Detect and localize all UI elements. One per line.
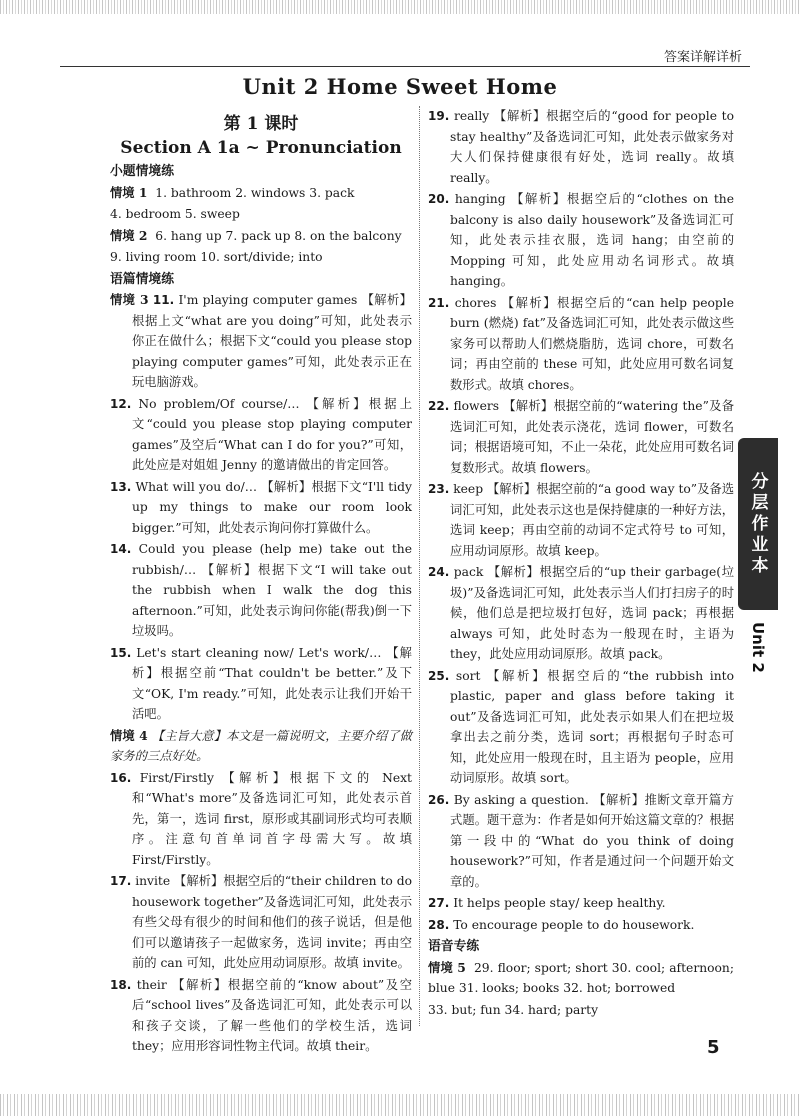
right-column (428, 106, 734, 1021)
left-column (110, 106, 412, 1058)
section-title: Section A 1a ~ Pronunciation (120, 138, 402, 158)
answer-25: 25. sort 【解析】根据空后的“the rubbish into plastic, paper and glass before taking it out”及备选词汇可知，此处表示如果人们在把垃圾拿出去之前分类，选词 sort；再根据句子时态可知，此处应用一般现在时，且主语为 people，应用动词原形。故填 sort。 (428, 668, 734, 785)
scenario-5-cont: 33. but; fun 34. hard; party (428, 1002, 599, 1017)
answer-18: 18. their 【解析】根据空前的“know about”及空后“school lives”及备选词汇可知，此处表示可以和孩子交谈，了解一些他们的学校生活，选词 they；应用形容词性物主代词。故填 their。 (110, 977, 412, 1053)
side-tab-layered-homework: 分层作业本 (738, 438, 778, 610)
scenario-2-cont: 9. living room 10. sort/divide; into (110, 250, 323, 264)
scenario-1-cont: 4. bedroom 5. sweep (110, 207, 240, 221)
answer-26: 26. By asking a question. 【解析】推断文章开篇方式题。题干意为：作者是如何开始这篇文章的？根据第一段中的“What do you think of doing housework?”可知，作者是通过问一个问题开始文章的。 (428, 792, 734, 889)
answer-11: 情境 3 11. I'm playing computer games 【解析】根据上文“what are you doing”可知，此处表示你正在做什么；根据下文“could you please stop playing computer games”可知，此处表示正在玩电脑游戏。 (110, 292, 412, 389)
answer-27: 27. It helps people stay/ keep healthy. (428, 896, 666, 910)
heading-small-scenarios: 小题情境练 (110, 164, 174, 179)
scenario-4: 情境 4 【主旨大意】本文是一篇说明文，主要介绍了做家务的三点好处。 (110, 727, 412, 763)
unit-title: Unit 2 Home Sweet Home (242, 74, 558, 99)
answer-21: 21. chores 【解析】根据空后的“can help people burn (燃烧) fat”及备选词汇可知，此处表示做这些家务可以帮助人们燃烧脂肪，选词 chore，可数名词；再由空前的 these 可知，此处应用可数名词复数形式。故填 chores。 (428, 295, 734, 392)
answer-16: 16. First/Firstly 【解析】根据下文的 Next 和“What's more”及备选词汇可知，此处表示首先，第一，选词 first，原形或其副词形式均可表顺序。注意句首单词首字母需大写。故填 First/Firstly。 (110, 770, 412, 867)
column-divider (419, 106, 420, 1026)
answer-13: 13. What will you do/… 【解析】根据下文“I'll tidy up my things to make our room look bigger.”可知，此处表示询问你打算做什么。 (110, 479, 412, 535)
scenario-2: 情境 2 6. hang up 7. pack up 8. on the balcony (110, 227, 402, 243)
header-label: 答案详解详析 (663, 50, 742, 65)
scenario-1: 情境 1 1. bathroom 2. windows 3. pack (110, 184, 355, 200)
answer-22: 22. flowers 【解析】根据空前的“watering the”及备选词汇可知，此处表示浇花，选词 flower，可数名词；根据语境可知，不止一朵花，此处应用可数名词复数形式。故填 flowers。 (428, 399, 734, 475)
page-number: 5 (707, 1037, 720, 1058)
scan-noise-bottom (0, 1094, 800, 1116)
heading-pronunciation: 语音专练 (428, 939, 480, 954)
answer-23: 23. keep 【解析】根据空前的“a good way to”及备选词汇可知，此处表示这也是保持健康的一种好方法，选词 keep；再由空前的动词不定式符号 to 可知，应用动词原形。故填 keep。 (428, 482, 734, 558)
answer-28: 28. To encourage people to do housework. (428, 917, 695, 932)
lesson-title: 第 1 课时 (223, 114, 299, 134)
answer-24: 24. pack 【解析】根据空后的“up their garbage(垃圾)”及备选词汇可知，此处表示当人们打扫房子的时候，他们总是把垃圾打包好，选词 pack；再根据 always 可知，此处时态为一般现在时，主语为 they，此处应用动词原形。故填 pack。 (428, 565, 734, 661)
answer-20: 20. hanging 【解析】根据空后的“clothes on the balcony is also daily housework”及备选词汇可知，此处表示挂衣服，选词 hang；由空前的 Mopping 可知，此处应用动名词形式。故填 hanging。 (428, 192, 734, 288)
answer-12: 12. No problem/Of course/… 【解析】根据上文“could you please stop playing computer games”及空后“What can I do for you?”可知，此处应是对姐姐 Jenny 的邀请做出的肯定回答。 (110, 396, 412, 472)
heading-passage-scenarios: 语篇情境练 (110, 271, 174, 287)
scenario-5: 情境 5 29. floor; sport; short 30. cool; afternoon; blue 31. looks; books 32. hot; borrowed (428, 959, 734, 995)
side-unit-label: Unit 2 (749, 621, 767, 673)
scan-noise-top (0, 0, 800, 14)
answer-15: 15. Let's start cleaning now/ Let's work/… 【解析】根据空前“That couldn't be better.”及下文“OK, I'm ready.”可知，此处表示让我们开始干活吧。 (110, 645, 412, 721)
answer-17: 17. invite 【解析】根据空后的“their children to do housework together”及备选词汇可知，此处表示有些父母有很少的时间和他们的孩子说话，但是他们可以邀请孩子一起做家务，选词 invite；再由空前的 can 可知，此处应用动词原形。故填 invite。 (110, 874, 412, 970)
answer-14: 14. Could you please (help me) take out the rubbish/… 【解析】根据下文“I will take out the rubbish when I walk the dog this afternoon.”可知，此处表示询问你能(帮我)倒一下垃圾吗。 (110, 542, 412, 638)
answer-19: 19. really 【解析】根据空后的“good for people to stay healthy”及备选词汇可知，此处表示做家务对大人们保持健康很有好处，选词 really。故填 really。 (428, 109, 734, 185)
header-rule (60, 66, 750, 67)
